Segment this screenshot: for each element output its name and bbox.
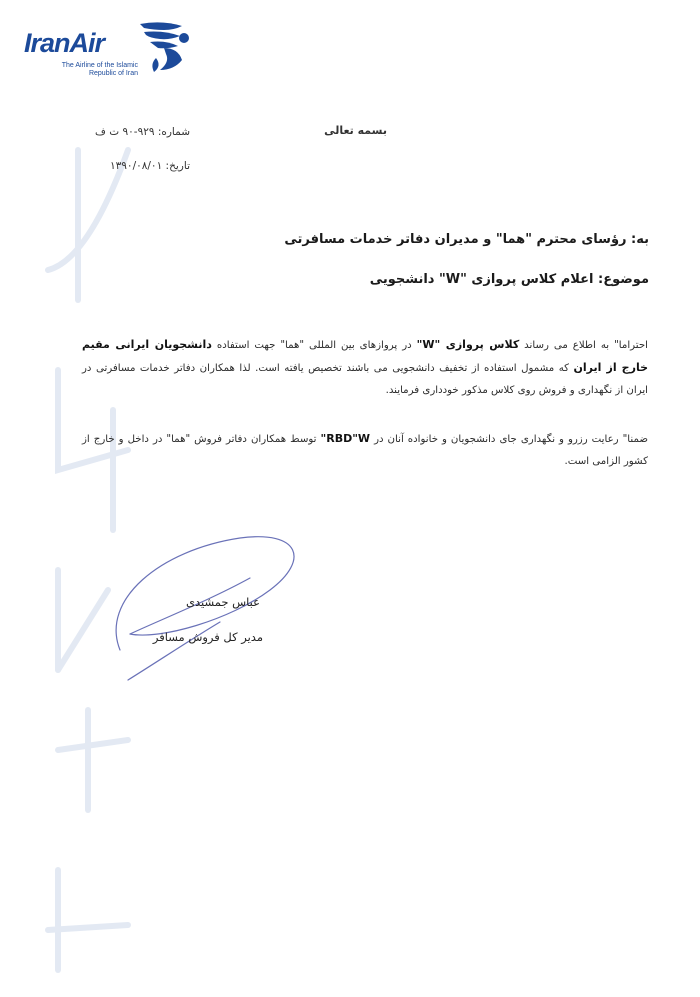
p1-text-2: در پروازهای بین المللی "هما" جهت استفاده <box>211 340 417 351</box>
recipient-line: به: رؤسای محترم "هما" و مدیران دفاتر خدمات مسافرتی <box>284 232 649 247</box>
body-paragraph-2 <box>82 428 648 473</box>
p1-text-3: که مشمول استفاده از تخفیف دانشجویی می باشند تخصیص یافته است. لذا همکاران دفاتر خدمات مسافرتی در ایران از نگهداری و فروش روی کلاس مذکور خودداری فرمایند. <box>82 363 648 396</box>
basmala-heading: بسمه تعالی <box>324 124 387 137</box>
body-paragraph-1 <box>82 334 648 402</box>
homa-bird-icon <box>134 18 192 74</box>
letter-date: تاریخ: ۱۳۹۰/۰۸/۰۱ <box>110 160 190 172</box>
signer-title: مدیر کل فروش مسافر <box>152 630 263 644</box>
logo-tagline: The Airline of the Islamic Republic of Iran <box>61 62 138 77</box>
p2-highlight-rbd: RBD"W" <box>320 432 371 445</box>
p1-highlight-students: دانشجویان ایرانی مقیم خارج از ایران <box>82 338 649 374</box>
handwritten-signature <box>100 530 310 690</box>
p2-text: ضمنا" رعایت رزرو و نگهداری جای دانشجویان و خانواده آنان در <box>370 434 648 445</box>
letter-number: شماره: ۹۲۹-۹۰ ت ف <box>95 126 190 138</box>
p1-highlight-class: کلاس پروازی "W" <box>416 338 520 351</box>
subject-line: موضوع: اعلام کلاس پروازی "W" دانشجویی <box>369 272 649 287</box>
p1-text: احتراما" به اطلاع می رساند <box>519 340 648 351</box>
iranair-logo <box>24 18 174 76</box>
signer-name: عباس جمشیدی <box>185 595 260 609</box>
logo-wordmark: IranAir <box>24 28 105 58</box>
p2-text-2: توسط همکاران دفاتر فروش "هما" در داخل و خارج از کشور الزامی است. <box>82 434 648 467</box>
